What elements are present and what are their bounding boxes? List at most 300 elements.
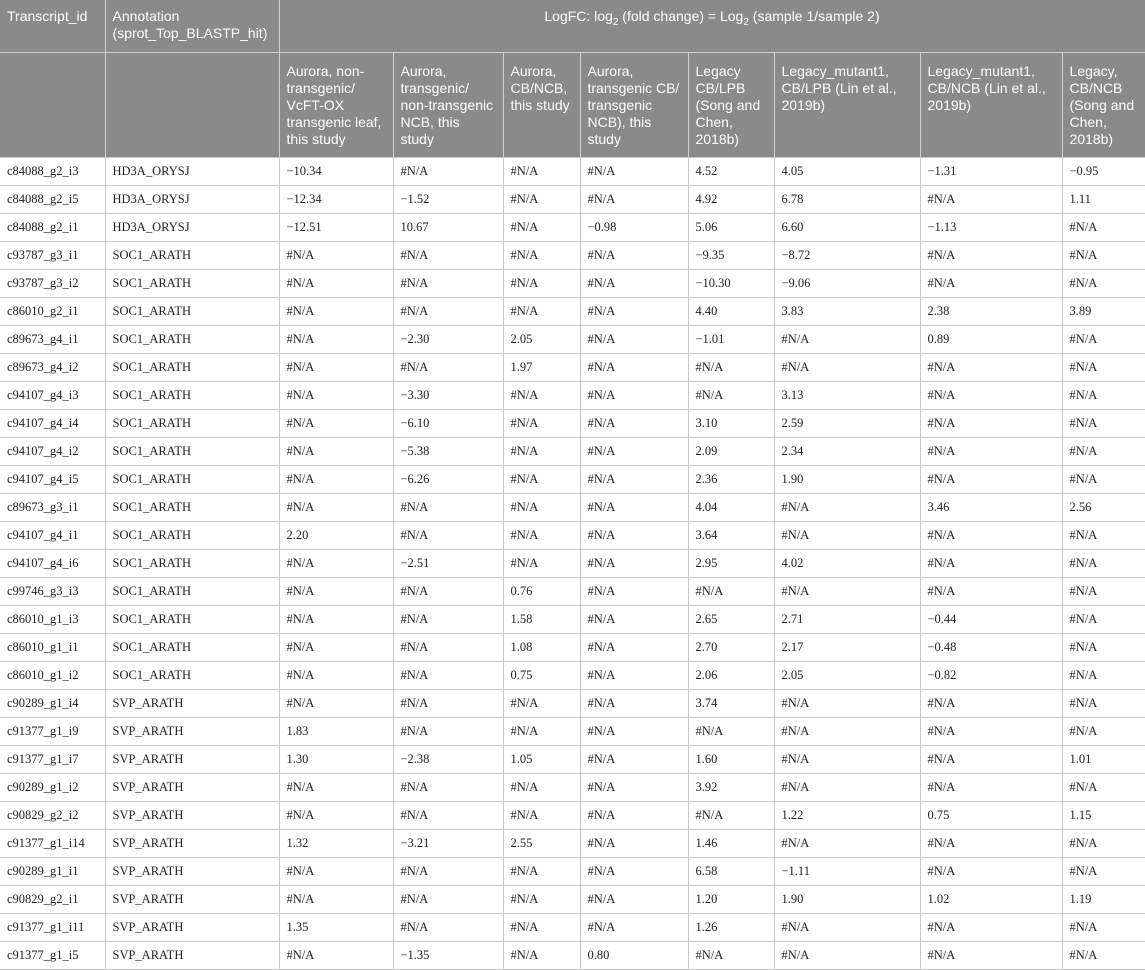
transcript-id-cell: c93787_g3_i1 — [0, 242, 105, 270]
logfc-cell: −9.06 — [774, 270, 920, 298]
logfc-cell: #N/A — [503, 802, 580, 830]
logfc-cell: 2.95 — [688, 550, 774, 578]
subheader-2: Aurora, transgenic/ non-transgenic NCB, this study — [393, 53, 503, 158]
transcript-id-cell: c93787_g3_i2 — [0, 270, 105, 298]
logfc-cell: 2.70 — [688, 634, 774, 662]
logfc-cell: #N/A — [279, 298, 393, 326]
subheader-1: Aurora, non-transgenic/ VcFT-OX transgenic leaf, this study — [279, 53, 393, 158]
table-row — [0, 522, 1145, 550]
logfc-cell: #N/A — [1062, 382, 1145, 410]
logfc-cell: #N/A — [279, 550, 393, 578]
logfc-cell: #N/A — [393, 522, 503, 550]
table-row — [0, 242, 1145, 270]
logfc-cell: #N/A — [279, 886, 393, 914]
table-row — [0, 886, 1145, 914]
logfc-cell: −0.48 — [920, 634, 1062, 662]
table-row — [0, 802, 1145, 830]
logfc-cell: −9.35 — [688, 242, 774, 270]
logfc-cell: #N/A — [279, 662, 393, 690]
transcript-id-cell: c94107_g4_i3 — [0, 382, 105, 410]
annotation-cell: SVP_ARATH — [105, 914, 279, 942]
logfc-cell: 4.05 — [774, 158, 920, 186]
logfc-cell: −2.38 — [393, 746, 503, 774]
logfc-cell: #N/A — [503, 858, 580, 886]
logfc-cell: 2.09 — [688, 438, 774, 466]
logfc-cell: #N/A — [503, 186, 580, 214]
logfc-cell: 1.30 — [279, 746, 393, 774]
logfc-cell: #N/A — [920, 718, 1062, 746]
logfc-cell: #N/A — [279, 466, 393, 494]
subheader-6: Legacy_mutant1, CB/LPB (Lin et al., 2019b) — [774, 53, 920, 158]
logfc-cell: −1.11 — [774, 858, 920, 886]
logfc-cell: #N/A — [1062, 914, 1145, 942]
logfc-cell: #N/A — [279, 690, 393, 718]
logfc-cell: #N/A — [580, 830, 688, 858]
transcript-id-cell: c86010_g1_i3 — [0, 606, 105, 634]
logfc-cell: 3.13 — [774, 382, 920, 410]
logfc-cell: #N/A — [688, 718, 774, 746]
logfc-cell: 0.75 — [503, 662, 580, 690]
logfc-cell: #N/A — [580, 438, 688, 466]
logfc-cell: −12.34 — [279, 186, 393, 214]
table-row — [0, 326, 1145, 354]
logfc-cell: #N/A — [774, 746, 920, 774]
logfc-cell: #N/A — [503, 774, 580, 802]
logfc-cell: #N/A — [503, 718, 580, 746]
transcript-id-cell: c86010_g2_i1 — [0, 298, 105, 326]
logfc-cell: #N/A — [580, 662, 688, 690]
logfc-cell: #N/A — [920, 578, 1062, 606]
table-row — [0, 186, 1145, 214]
logfc-cell: #N/A — [1062, 326, 1145, 354]
subheader-7: Legacy_mutant1, CB/NCB (Lin et al., 2019b) — [920, 53, 1062, 158]
transcript-id-cell: c90289_g1_i2 — [0, 774, 105, 802]
transcript-id-cell: c94107_g4_i6 — [0, 550, 105, 578]
table-row — [0, 494, 1145, 522]
logfc-cell: #N/A — [920, 858, 1062, 886]
logfc-cell: #N/A — [580, 774, 688, 802]
logfc-cell: #N/A — [1062, 522, 1145, 550]
table-row — [0, 718, 1145, 746]
logfc-cell: #N/A — [580, 550, 688, 578]
logfc-cell: #N/A — [920, 914, 1062, 942]
table-row — [0, 466, 1145, 494]
logfc-cell: #N/A — [393, 606, 503, 634]
logfc-cell: 1.46 — [688, 830, 774, 858]
table-row — [0, 746, 1145, 774]
logfc-cell: 4.04 — [688, 494, 774, 522]
annotation-cell: SVP_ARATH — [105, 718, 279, 746]
transcript-id-cell: c84088_g2_i3 — [0, 158, 105, 186]
annotation-cell: SOC1_ARATH — [105, 438, 279, 466]
logfc-cell: #N/A — [503, 886, 580, 914]
annotation-cell: SOC1_ARATH — [105, 578, 279, 606]
transcript-id-cell: c91377_g1_i7 — [0, 746, 105, 774]
logfc-cell: #N/A — [580, 158, 688, 186]
logfc-cell: 2.06 — [688, 662, 774, 690]
table-row — [0, 774, 1145, 802]
transcript-id-cell: c94107_g4_i1 — [0, 522, 105, 550]
logfc-cell: 1.22 — [774, 802, 920, 830]
table-row — [0, 942, 1145, 970]
annotation-cell: SOC1_ARATH — [105, 634, 279, 662]
logfc-cell: #N/A — [279, 270, 393, 298]
logfc-cell: #N/A — [580, 634, 688, 662]
logfc-cell: 2.71 — [774, 606, 920, 634]
annotation-cell: HD3A_ORYSJ — [105, 214, 279, 242]
logfc-cell: 6.58 — [688, 858, 774, 886]
logfc-cell: #N/A — [688, 578, 774, 606]
logfc-cell: #N/A — [503, 298, 580, 326]
annotation-cell: SOC1_ARATH — [105, 522, 279, 550]
logfc-cell: #N/A — [393, 494, 503, 522]
logfc-cell: #N/A — [580, 466, 688, 494]
logfc-cell: #N/A — [920, 774, 1062, 802]
logfc-cell: #N/A — [393, 914, 503, 942]
logfc-cell: −3.21 — [393, 830, 503, 858]
table-row — [0, 830, 1145, 858]
logfc-cell: #N/A — [279, 634, 393, 662]
logfc-cell: #N/A — [503, 550, 580, 578]
logfc-cell: #N/A — [279, 858, 393, 886]
logfc-cell: 1.11 — [1062, 186, 1145, 214]
logfc-cell: #N/A — [279, 606, 393, 634]
logfc-cell: −1.01 — [688, 326, 774, 354]
logfc-cell: #N/A — [503, 270, 580, 298]
logfc-cell: 10.67 — [393, 214, 503, 242]
logfc-cell: #N/A — [503, 158, 580, 186]
logfc-cell: −2.30 — [393, 326, 503, 354]
logfc-cell: #N/A — [1062, 634, 1145, 662]
logfc-cell: #N/A — [279, 494, 393, 522]
annotation-cell: SVP_ARATH — [105, 830, 279, 858]
annotation-cell: SOC1_ARATH — [105, 270, 279, 298]
logfc-cell: #N/A — [920, 942, 1062, 970]
logfc-cell: −0.98 — [580, 214, 688, 242]
logfc-cell: 1.83 — [279, 718, 393, 746]
table-row — [0, 662, 1145, 690]
logfc-cell: #N/A — [580, 522, 688, 550]
logfc-cell: #N/A — [774, 578, 920, 606]
logfc-cell: 2.56 — [1062, 494, 1145, 522]
logfc-cell: #N/A — [503, 914, 580, 942]
transcript-id-cell: c99746_g3_i3 — [0, 578, 105, 606]
logfc-cell: #N/A — [920, 746, 1062, 774]
logfc-cell: 1.26 — [688, 914, 774, 942]
logfc-cell: 1.02 — [920, 886, 1062, 914]
logfc-cell: #N/A — [688, 942, 774, 970]
annotation-cell: SOC1_ARATH — [105, 494, 279, 522]
logfc-cell: #N/A — [580, 242, 688, 270]
logfc-cell: −1.52 — [393, 186, 503, 214]
logfc-cell: #N/A — [1062, 410, 1145, 438]
logfc-cell: 1.20 — [688, 886, 774, 914]
transcript-id-cell: c94107_g4_i2 — [0, 438, 105, 466]
logfc-cell: #N/A — [774, 326, 920, 354]
logfc-cell: #N/A — [580, 914, 688, 942]
annotation-cell: SOC1_ARATH — [105, 298, 279, 326]
transcript-id-cell: c91377_g1_i9 — [0, 718, 105, 746]
table-row — [0, 158, 1145, 186]
logfc-cell: #N/A — [1062, 438, 1145, 466]
annotation-cell: SVP_ARATH — [105, 746, 279, 774]
logfc-cell: #N/A — [580, 270, 688, 298]
logfc-cell: #N/A — [688, 354, 774, 382]
annotation-cell: SOC1_ARATH — [105, 326, 279, 354]
logfc-cell: 3.89 — [1062, 298, 1145, 326]
subheader-row — [0, 53, 1145, 158]
transcript-id-cell: c90829_g2_i1 — [0, 886, 105, 914]
logfc-cell: −1.35 — [393, 942, 503, 970]
logfc-cell: −1.13 — [920, 214, 1062, 242]
logfc-cell: −12.51 — [279, 214, 393, 242]
logfc-cell: 2.55 — [503, 830, 580, 858]
logfc-cell: #N/A — [393, 298, 503, 326]
logfc-cell: #N/A — [774, 354, 920, 382]
transcript-id-cell: c94107_g4_i5 — [0, 466, 105, 494]
logfc-cell: 1.19 — [1062, 886, 1145, 914]
logfc-cell: #N/A — [580, 578, 688, 606]
subheader-8: Legacy, CB/NCB (Song and Chen, 2018b) — [1062, 53, 1145, 158]
table-row — [0, 914, 1145, 942]
logfc-cell: #N/A — [1062, 858, 1145, 886]
logfc-cell: −0.95 — [1062, 158, 1145, 186]
annotation-cell: HD3A_ORYSJ — [105, 158, 279, 186]
logfc-cell: #N/A — [580, 382, 688, 410]
logfc-cell: #N/A — [503, 690, 580, 718]
logfc-cell: #N/A — [580, 354, 688, 382]
annotation-cell: SVP_ARATH — [105, 802, 279, 830]
logfc-cell: #N/A — [1062, 466, 1145, 494]
logfc-cell: #N/A — [920, 270, 1062, 298]
logfc-cell: 0.89 — [920, 326, 1062, 354]
logfc-cell: −6.26 — [393, 466, 503, 494]
logfc-cell: #N/A — [580, 494, 688, 522]
logfc-cell: 2.59 — [774, 410, 920, 438]
logfc-cell: #N/A — [920, 382, 1062, 410]
transcript-id-cell: c84088_g2_i5 — [0, 186, 105, 214]
logfc-cell: −6.10 — [393, 410, 503, 438]
transcript-id-cell: c89673_g4_i2 — [0, 354, 105, 382]
logfc-cell: #N/A — [503, 242, 580, 270]
logfc-cell: #N/A — [503, 466, 580, 494]
table-row — [0, 354, 1145, 382]
logfc-cell: #N/A — [774, 494, 920, 522]
logfc-cell: #N/A — [393, 718, 503, 746]
logfc-cell: #N/A — [279, 802, 393, 830]
annotation-cell: SOC1_ARATH — [105, 410, 279, 438]
logfc-cell: #N/A — [393, 774, 503, 802]
table-row — [0, 634, 1145, 662]
logfc-cell: #N/A — [774, 522, 920, 550]
logfc-cell: #N/A — [920, 830, 1062, 858]
annotation-cell: HD3A_ORYSJ — [105, 186, 279, 214]
logfc-cell: 0.76 — [503, 578, 580, 606]
logfc-cell: 1.58 — [503, 606, 580, 634]
subheader-empty — [105, 53, 279, 158]
logfc-cell: #N/A — [920, 410, 1062, 438]
logfc-cell: #N/A — [503, 214, 580, 242]
logfc-cell: 2.17 — [774, 634, 920, 662]
logfc-cell: 1.90 — [774, 466, 920, 494]
logfc-cell: #N/A — [1062, 270, 1145, 298]
transcript-id-cell: c86010_g1_i2 — [0, 662, 105, 690]
logfc-cell: #N/A — [503, 942, 580, 970]
subheader-3: Aurora, CB/NCB, this study — [503, 53, 580, 158]
logfc-cell: #N/A — [580, 886, 688, 914]
logfc-cell: #N/A — [503, 410, 580, 438]
logfc-cell: 3.92 — [688, 774, 774, 802]
logfc-cell: −5.38 — [393, 438, 503, 466]
annotation-cell: SVP_ARATH — [105, 690, 279, 718]
logfc-cell: 3.74 — [688, 690, 774, 718]
subheader-4: Aurora, transgenic CB/ transgenic NCB), this study — [580, 53, 688, 158]
logfc-cell: #N/A — [580, 690, 688, 718]
logfc-cell: 1.97 — [503, 354, 580, 382]
logfc-cell: #N/A — [393, 158, 503, 186]
transcript-id-cell: c89673_g4_i1 — [0, 326, 105, 354]
transcript-id-cell: c91377_g1_i11 — [0, 914, 105, 942]
subheader-5: Legacy CB/LPB (Song and Chen, 2018b) — [688, 53, 774, 158]
logfc-cell: 2.38 — [920, 298, 1062, 326]
logfc-cell: #N/A — [1062, 242, 1145, 270]
logfc-cell: 5.06 — [688, 214, 774, 242]
logfc-cell: #N/A — [1062, 690, 1145, 718]
logfc-cell: −3.30 — [393, 382, 503, 410]
logfc-cell: #N/A — [279, 774, 393, 802]
logfc-cell: #N/A — [279, 578, 393, 606]
logfc-cell: −0.82 — [920, 662, 1062, 690]
logfc-cell: #N/A — [393, 242, 503, 270]
logfc-cell: #N/A — [1062, 942, 1145, 970]
logfc-cell: −8.72 — [774, 242, 920, 270]
table-row — [0, 690, 1145, 718]
table-row — [0, 382, 1145, 410]
annotation-cell: SVP_ARATH — [105, 858, 279, 886]
logfc-cell: #N/A — [503, 522, 580, 550]
logfc-cell: 2.05 — [774, 662, 920, 690]
logfc-cell: #N/A — [1062, 830, 1145, 858]
logfc-cell: #N/A — [1062, 578, 1145, 606]
logfc-cell: 4.92 — [688, 186, 774, 214]
annotation-cell: SOC1_ARATH — [105, 606, 279, 634]
logfc-cell: #N/A — [774, 914, 920, 942]
logfc-cell: #N/A — [580, 410, 688, 438]
logfc-cell: #N/A — [1062, 606, 1145, 634]
logfc-cell: #N/A — [688, 382, 774, 410]
logfc-cell: 1.15 — [1062, 802, 1145, 830]
logfc-cell: #N/A — [774, 718, 920, 746]
logfc-cell: #N/A — [920, 690, 1062, 718]
logfc-cell: #N/A — [393, 690, 503, 718]
logfc-cell: #N/A — [279, 382, 393, 410]
table-row — [0, 410, 1145, 438]
table-body — [0, 158, 1145, 970]
logfc-cell: #N/A — [1062, 662, 1145, 690]
logfc-cell: #N/A — [920, 438, 1062, 466]
logfc-cell: #N/A — [503, 494, 580, 522]
logfc-cell: #N/A — [393, 578, 503, 606]
logfc-cell: #N/A — [1062, 354, 1145, 382]
logfc-cell: #N/A — [279, 242, 393, 270]
logfc-cell: 4.02 — [774, 550, 920, 578]
annotation-cell: SOC1_ARATH — [105, 662, 279, 690]
transcript-id-cell: c94107_g4_i4 — [0, 410, 105, 438]
logfc-cell: #N/A — [580, 718, 688, 746]
logfc-cell: #N/A — [393, 802, 503, 830]
logfc-cell: #N/A — [580, 298, 688, 326]
table-row — [0, 438, 1145, 466]
logfc-cell: #N/A — [774, 830, 920, 858]
logfc-cell: #N/A — [393, 354, 503, 382]
table-row — [0, 270, 1145, 298]
transcript-id-cell: c90289_g1_i1 — [0, 858, 105, 886]
transcript-id-cell: c91377_g1_i14 — [0, 830, 105, 858]
table-row — [0, 214, 1145, 242]
logfc-cell: 0.75 — [920, 802, 1062, 830]
table-row — [0, 298, 1145, 326]
logfc-cell: #N/A — [920, 186, 1062, 214]
logfc-cell: #N/A — [503, 382, 580, 410]
logfc-cell: 1.32 — [279, 830, 393, 858]
header-annotation: Annotation (sprot_Top_BLASTP_hit) — [105, 0, 279, 53]
logfc-cell: #N/A — [688, 802, 774, 830]
logfc-cell: 3.64 — [688, 522, 774, 550]
annotation-cell: SOC1_ARATH — [105, 354, 279, 382]
logfc-cell: 1.35 — [279, 914, 393, 942]
logfc-cell: #N/A — [279, 326, 393, 354]
table-row — [0, 858, 1145, 886]
logfc-cell: #N/A — [279, 438, 393, 466]
annotation-cell: SVP_ARATH — [105, 942, 279, 970]
logfc-cell: 2.34 — [774, 438, 920, 466]
transcript-id-cell: c90829_g2_i2 — [0, 802, 105, 830]
logfc-cell: 2.36 — [688, 466, 774, 494]
logfc-cell: −2.51 — [393, 550, 503, 578]
annotation-cell: SOC1_ARATH — [105, 382, 279, 410]
logfc-cell: #N/A — [774, 942, 920, 970]
annotation-cell: SOC1_ARATH — [105, 466, 279, 494]
logfc-cell: 1.08 — [503, 634, 580, 662]
table-header — [0, 0, 1145, 158]
logfc-cell: 4.52 — [688, 158, 774, 186]
logfc-cell: −10.30 — [688, 270, 774, 298]
transcript-id-cell: c91377_g1_i5 — [0, 942, 105, 970]
logfc-cell: #N/A — [920, 354, 1062, 382]
logfc-cell: 3.83 — [774, 298, 920, 326]
logfc-cell: #N/A — [580, 802, 688, 830]
logfc-cell: 4.40 — [688, 298, 774, 326]
logfc-cell: #N/A — [393, 662, 503, 690]
logfc-cell: #N/A — [1062, 214, 1145, 242]
logfc-cell: #N/A — [279, 354, 393, 382]
table-row — [0, 578, 1145, 606]
annotation-cell: SVP_ARATH — [105, 774, 279, 802]
annotation-cell: SOC1_ARATH — [105, 242, 279, 270]
logfc-cell: −10.34 — [279, 158, 393, 186]
subheader-empty — [0, 53, 105, 158]
logfc-cell: #N/A — [393, 270, 503, 298]
logfc-cell: 3.10 — [688, 410, 774, 438]
logfc-cell: 1.01 — [1062, 746, 1145, 774]
logfc-cell: #N/A — [279, 410, 393, 438]
logfc-cell: 2.05 — [503, 326, 580, 354]
logfc-cell: #N/A — [774, 774, 920, 802]
logfc-cell: #N/A — [580, 606, 688, 634]
transcript-id-cell: c84088_g2_i1 — [0, 214, 105, 242]
logfc-cell: 6.60 — [774, 214, 920, 242]
logfc-cell: 1.60 — [688, 746, 774, 774]
